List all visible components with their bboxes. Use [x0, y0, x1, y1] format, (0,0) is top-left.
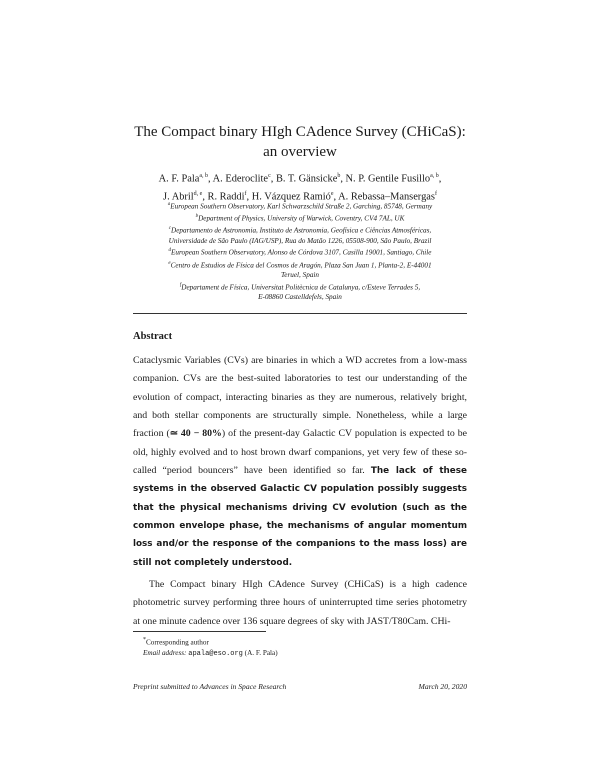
footer-date: March 20, 2020: [418, 682, 467, 691]
affiliation: $^a$European Southern Observatory, Karl Schwarzschild Straße 2, Garching, 85748, Germany: [167, 202, 433, 211]
affiliation: $^f$Departament de Física, Universitat Politècnica de Catalunya, c/Esteve Terrades 5,: [179, 282, 421, 291]
page-footer: [133, 682, 467, 691]
affiliation-list: [120, 200, 480, 303]
abstract-paragraph-2: The Compact binary HIgh CAdence Survey (CHiCaS) is a high cadence photometric survey performing three hours of uninterrupted time series photometry at one minute cadence over 136 square degrees of sky with JAST/T80Cam. CHi-: [133, 579, 467, 627]
affiliation: $^b$Department of Physics, University of Warwick, Coventry, CV4 7AL, UK: [195, 214, 405, 223]
author: N. P. Gentile Fusillo: [345, 173, 431, 185]
author-affil-mark: d, e: [193, 190, 203, 197]
footnote-rule: [133, 631, 266, 632]
author: J. Abril: [163, 191, 194, 203]
affiliation-cont: Teruel, Spain: [280, 270, 320, 279]
email-link[interactable]: apala@eso.org: [188, 650, 243, 659]
affiliation-cont: E-08860 Castelldefels, Spain: [258, 292, 342, 301]
author-affil-mark: f: [244, 190, 247, 197]
author: R. Raddi: [207, 191, 245, 203]
author: A. F. Pala: [158, 173, 200, 185]
affiliation: $^c$Departamento de Astronomia, Instituto de Astronomia, Geofísica e Ciências Atmosféricas,: [168, 226, 432, 235]
affiliation: $^e$Centro de Estudios de Física del Cosmos de Aragón, Plaza San Juan 1, Planta-2, E-44001: [168, 260, 432, 269]
title-line-1: The Compact binary HIgh CAdence Survey (CHiCaS):: [134, 124, 466, 140]
footer-journal: Preprint submitted to Advances in Space Research: [133, 682, 287, 691]
paper-title: [100, 122, 500, 162]
author: B. T. Gänsicke: [275, 173, 338, 185]
abstract-bold-statement: The lack of these systems in the observed Galactic CV population possibly suggests that the physical mechanisms driving CV evolution (such as the common envelope phase, the mechanisms of angular momentum loss and/or the response of the companions to the mass loss) are still not completely understood.: [133, 466, 467, 568]
abstract-heading: Abstract: [133, 331, 173, 342]
abstract-body: [133, 352, 467, 631]
author-affil-mark: f: [434, 190, 437, 197]
author-affil-mark: c: [268, 173, 271, 179]
footnote-corresponding: *Corresponding author: [143, 637, 209, 647]
author: A. Rebassa–Mansergas: [338, 191, 435, 203]
abstract-paragraph-1: Cataclysmic Variables (CVs) are binaries in which a WD accretes from a low-mass companion. CVs are the best-suited laboratories to test our understanding of the evolution of compact, interacting binaries as they are numerous, relatively bright, and both stellar components are structurally simple. Nonetheless, while a large fraction (≃ 40 − 80%) of the present-day Galactic CV population is expected to be old, highly evolved and to host brown dwarf companions, yet very few of these so-called “period bouncers” have been identified so far. The lack of these systems in the observed Galactic CV population possibly suggests that the physical mechanisms driving CV evolution (such as the common envelope phase, the mechanisms of angular momentum loss and/or the response of the companions to the mass loss) are still not completely understood.: [133, 355, 467, 568]
author-list: A. F. Pala$^{a, b}$, A. Ederoclite$^c$, B. T. Gänsicke$^b$, N. P. Gentile Fusillo$^{a, b}$, J. Abril$^{d, e}$, R. Raddi$^f$, H. Vázquez Ramió$^e$, A. Rebassa–Mansergas$^f$: [158, 173, 442, 203]
abstract-top-rule: [133, 313, 467, 314]
footnotes: [143, 635, 463, 660]
affiliation-cont: Universidade de São Paulo (IAG/USP), Rua do Matão 1226, 05508-900, São Paulo, Brazil: [168, 236, 432, 245]
author: A. Ederoclite: [212, 173, 269, 185]
author-affil-mark: a, b: [430, 173, 439, 179]
footnote-email: Email address: apala@eso.org (A. F. Pala): [143, 649, 278, 659]
title-line-2: an overview: [263, 144, 337, 160]
author-affil-mark: e: [330, 190, 334, 197]
author-affil-mark: a, b: [199, 173, 209, 179]
author: H. Vázquez Ramió: [251, 191, 331, 203]
affiliation: $^d$European Southern Observatory, Alonso de Córdova 3107, Casilla 19001, Santiago, Chile: [168, 248, 432, 257]
author-affil-mark: b: [337, 173, 341, 179]
